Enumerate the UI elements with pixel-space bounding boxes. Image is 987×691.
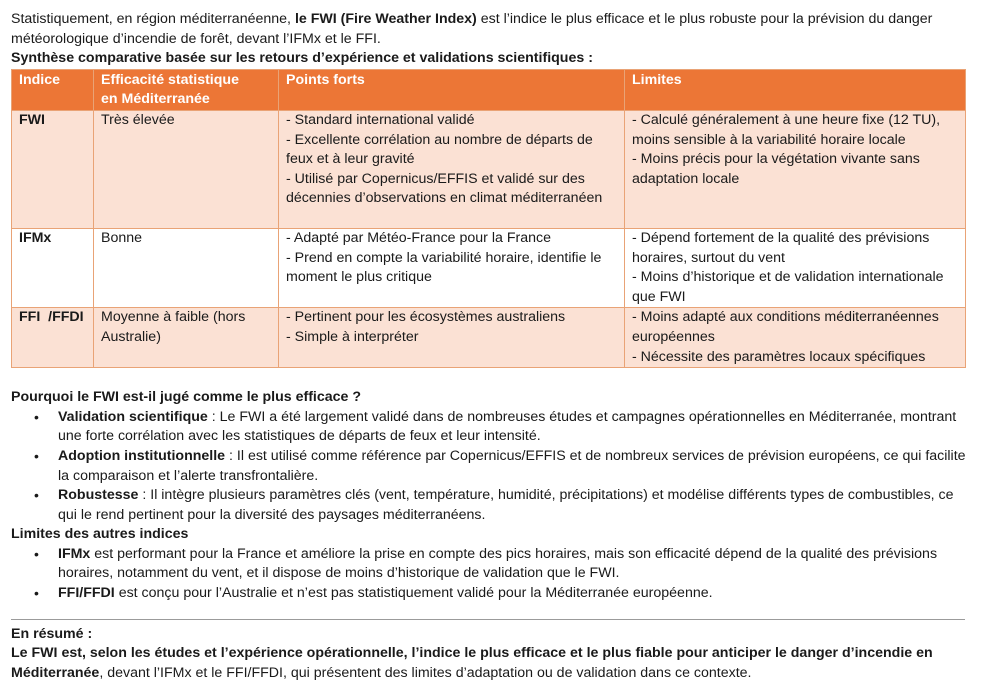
list-item (58, 584, 976, 604)
list-item-label: IFMx (58, 545, 91, 562)
cell-efficacite: Moyenne à faible (hors Australie) (94, 308, 279, 368)
horizontal-divider (11, 619, 965, 620)
header-indice: Indice (12, 69, 94, 110)
point-fort-item: - Prend en compte la variabilité horaire, identifie le moment le plus critique (286, 249, 602, 286)
cell-limites (625, 228, 966, 307)
summary-paragraph (11, 644, 976, 683)
cell-points-forts (279, 228, 625, 307)
limite-item: - Nécessite des paramètres locaux spécifiques (632, 348, 926, 365)
limits-list (11, 545, 976, 604)
summary-title: En résumé : (11, 625, 93, 642)
intro-text-1: Statistiquement, en région méditerranéenne, (11, 11, 295, 27)
header-limites: Limites (625, 69, 966, 110)
point-fort-item: - Pertinent pour les écosystèmes australiens (286, 309, 566, 326)
limite-item: - Dépend fortement de la qualité des prévisions horaires, surtout du vent (632, 229, 930, 266)
cell-efficacite: Très élevée (94, 110, 279, 228)
limite-item: - Moins d’historique et de validation internationale que FWI (632, 269, 944, 305)
header-efficacite-line1: Efficacité statistique (101, 71, 239, 88)
limite-item: - Moins précis pour la végétation vivante sans adaptation locale (632, 151, 920, 187)
limits-title: Limites des autres indices (11, 526, 189, 543)
why-fwi-title: Pourquoi le FWI est-il jugé comme le plus efficace ? (11, 389, 362, 406)
table-row-ffi (12, 308, 966, 368)
list-item (58, 447, 976, 486)
list-item-label: Robustesse (58, 487, 139, 504)
cell-efficacite: Bonne (94, 228, 279, 307)
list-item (58, 408, 976, 447)
cell-indice: FFI /FFDI (12, 308, 94, 368)
list-item-text: : Le FWI a été largement validé dans de nombreuses études et campagnes opérationnelles en Méditerranée, montrant une forte corrélation avec les statistiques de départs de feux et leur intensité. (58, 408, 957, 445)
list-item-label: Validation scientifique (58, 408, 208, 425)
list-item (58, 545, 976, 584)
cell-indice: IFMx (12, 228, 94, 307)
list-item-text: : Il est utilisé comme référence par Copernicus/EFFIS et de nombreux services de prévision européens, ce qui facilite la comparaison et l’alerte transfrontalière. (58, 447, 966, 484)
comparison-table (11, 69, 966, 368)
list-item-text: est performant pour la France et améliore la prise en compte des pics horaires, mais son efficacité dépend de la qualité des prévisions horaires, notamment du vent, et il dispose de moins d’historique de validation que le FWI. (58, 545, 938, 582)
point-fort-item: - Adapté par Météo-France pour la France (286, 229, 551, 246)
list-item-label: FFI/FFDI (58, 585, 115, 602)
table-row-fwi (12, 110, 966, 228)
header-efficacite (94, 69, 279, 110)
point-fort-item: - Utilisé par Copernicus/EFFIS et validé sur des décennies d’observations en climat méditerranéen (286, 170, 603, 207)
table-header-row (12, 69, 966, 110)
list-item (58, 486, 976, 525)
why-fwi-list (11, 408, 976, 526)
cell-points-forts (279, 110, 625, 228)
intro-text-2: est l’indice le plus efficace et le plus robuste pour la prévision du danger météorologique d’incendie de forêt, devant l’IFMx et le FFI. (11, 11, 933, 47)
header-efficacite-line2: en Méditerranée (101, 91, 210, 108)
point-fort-item: - Standard international validé (286, 111, 475, 128)
point-fort-item: - Simple à interpréter (286, 328, 419, 345)
synthesis-title: Synthèse comparative basée sur les retours d’expérience et validations scientifiques : (11, 50, 593, 67)
list-item-text: est conçu pour l’Australie et n’est pas statistiquement validé pour la Méditerranée européenne. (114, 585, 713, 602)
cell-limites (625, 110, 966, 228)
summary-bold: Le FWI est, selon les études et l’expérience opérationnelle, l’indice le plus efficace et le plus fiable pour anticiper le danger d’incendie en Méditerranée (11, 645, 933, 681)
limite-item: - Moins adapté aux conditions méditerranéennes européennes (632, 309, 939, 345)
cell-points-forts (279, 308, 625, 368)
table-row-ifmx (12, 228, 966, 307)
list-item-text: : Il intègre plusieurs paramètres clés (vent, température, humidité, précipitations) et modélise différents types de combustibles, ce qui le rend pertinent pour la diversité des paysages méditerranéens. (58, 487, 954, 523)
header-points-forts: Points forts (279, 69, 625, 110)
point-fort-item: - Excellente corrélation au nombre de départs de feux et à leur gravité (286, 131, 593, 168)
intro-fwi-bold: le FWI (Fire Weather Index) (294, 11, 477, 27)
intro-paragraph (11, 10, 976, 49)
limite-item: - Calculé généralement à une heure fixe (12 TU), moins sensible à la variabilité horaire locale (632, 111, 941, 148)
cell-indice: FWI (12, 110, 94, 228)
list-item-label: Adoption institutionnelle (58, 447, 226, 464)
summary-rest: , devant l’IFMx et le FFI/FFDI, qui présentent des limites d’adaptation ou de validation dans ce contexte. (99, 664, 752, 681)
cell-limites (625, 308, 966, 368)
